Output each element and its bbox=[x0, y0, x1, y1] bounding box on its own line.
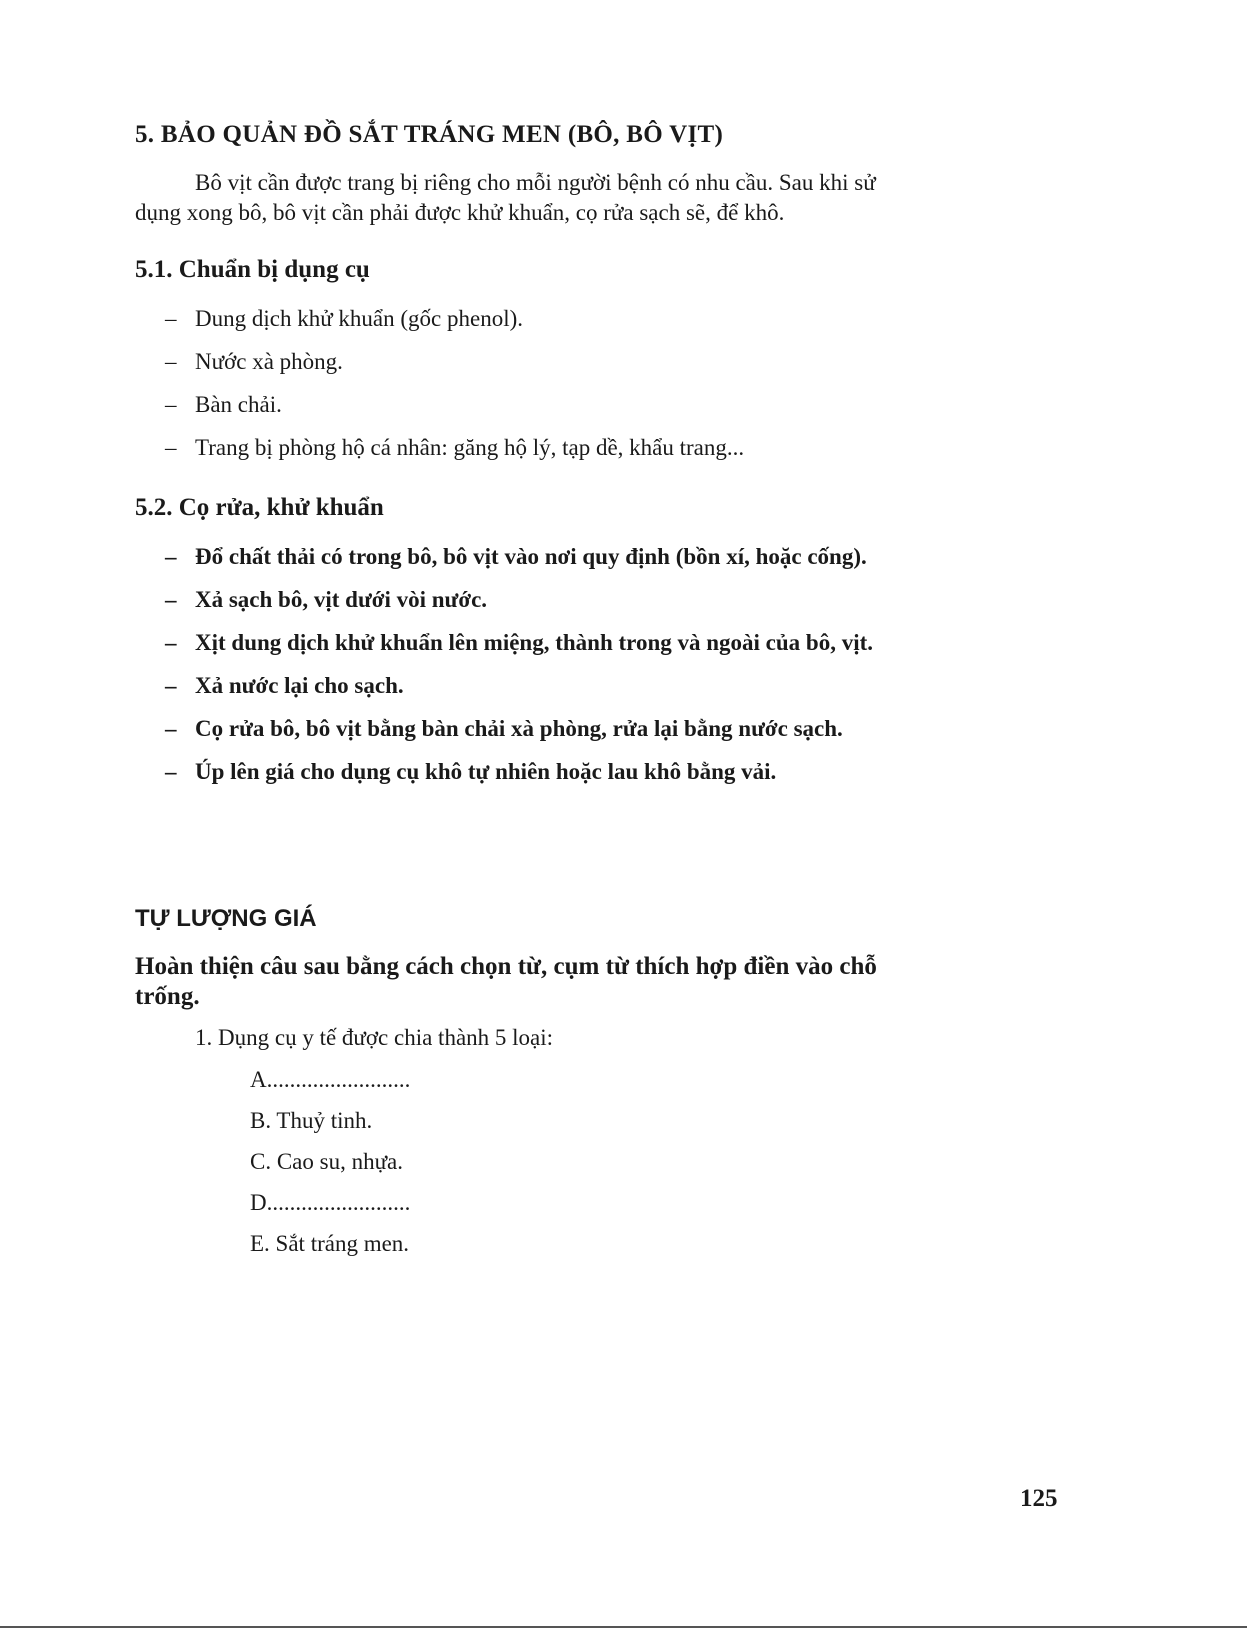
instruction-line-1: Hoàn thiện câu sau bằng cách chọn từ, cụm từ thích hợp điền vào chỗ bbox=[135, 953, 877, 980]
answer-option-a: A......................... bbox=[250, 1067, 411, 1092]
list-item bbox=[165, 392, 282, 418]
instruction-line-2: trống. bbox=[135, 983, 200, 1010]
list-item-text: Dung dịch khử khuẩn (gốc phenol). bbox=[195, 306, 524, 331]
section-5-1-heading: 5.1. Chuẩn bị dụng cụ bbox=[135, 256, 370, 283]
list-dash: – bbox=[165, 716, 177, 741]
list-dash: – bbox=[165, 544, 177, 569]
answer-option-c: C. Cao su, nhựa. bbox=[250, 1149, 404, 1174]
list-dash: – bbox=[165, 392, 177, 417]
list-item-text: Xịt dung dịch khử khuẩn lên miệng, thành trong và ngoài của bô, vịt. bbox=[195, 630, 874, 655]
list-item bbox=[165, 544, 867, 570]
list-item-text: Trang bị phòng hộ cá nhân: găng hộ lý, tạp dề, khẩu trang... bbox=[195, 435, 745, 460]
bottom-edge-line bbox=[0, 1626, 1247, 1628]
section-5-heading: 5. BẢO QUẢN ĐỒ SẮT TRÁNG MEN (BÔ, BÔ VỊT) bbox=[135, 121, 724, 148]
list-item-text: Cọ rửa bô, bô vịt bằng bàn chải xà phòng, rửa lại bằng nước sạch. bbox=[195, 716, 843, 741]
self-assessment-heading: TỰ LƯỢNG GIÁ bbox=[135, 905, 317, 932]
list-item-text: Úp lên giá cho dụng cụ khô tự nhiên hoặc lau khô bằng vải. bbox=[195, 759, 777, 784]
list-item bbox=[165, 587, 487, 613]
list-item bbox=[165, 349, 343, 375]
section-5-2-heading: 5.2. Cọ rửa, khử khuẩn bbox=[135, 494, 384, 521]
list-item bbox=[165, 306, 523, 332]
section-5-intro-line-2: dụng xong bô, bô vịt cần phải được khử khuẩn, cọ rửa sạch sẽ, để khô. bbox=[135, 200, 785, 225]
list-dash: – bbox=[165, 587, 177, 612]
list-dash: – bbox=[165, 306, 177, 331]
list-dash: – bbox=[165, 759, 177, 784]
list-item-text: Xả nước lại cho sạch. bbox=[195, 673, 404, 698]
list-item bbox=[165, 435, 744, 461]
list-dash: – bbox=[165, 630, 177, 655]
list-item bbox=[165, 630, 873, 656]
page-number: 125 bbox=[1020, 1485, 1058, 1512]
list-item bbox=[165, 673, 404, 699]
list-item bbox=[165, 716, 843, 742]
list-dash: – bbox=[165, 349, 177, 374]
question-text: 1. Dụng cụ y tế được chia thành 5 loại: bbox=[195, 1025, 554, 1050]
list-item bbox=[165, 759, 776, 785]
answer-option-b: B. Thuỷ tinh. bbox=[250, 1108, 373, 1133]
list-item-text: Xả sạch bô, vịt dưới vòi nước. bbox=[195, 587, 488, 612]
list-dash: – bbox=[165, 673, 177, 698]
answer-option-e: E. Sắt tráng men. bbox=[250, 1231, 410, 1256]
section-5-intro-line-1: Bô vịt cần được trang bị riêng cho mỗi người bệnh có nhu cầu. Sau khi sử bbox=[195, 170, 876, 195]
list-item-text: Nước xà phòng. bbox=[195, 349, 343, 374]
list-item-text: Bàn chải. bbox=[195, 392, 282, 417]
list-dash: – bbox=[165, 435, 177, 460]
list-item-text: Đổ chất thải có trong bô, bô vịt vào nơi quy định (bồn xí, hoặc cống). bbox=[195, 544, 867, 569]
answer-option-d: D......................... bbox=[250, 1190, 411, 1215]
